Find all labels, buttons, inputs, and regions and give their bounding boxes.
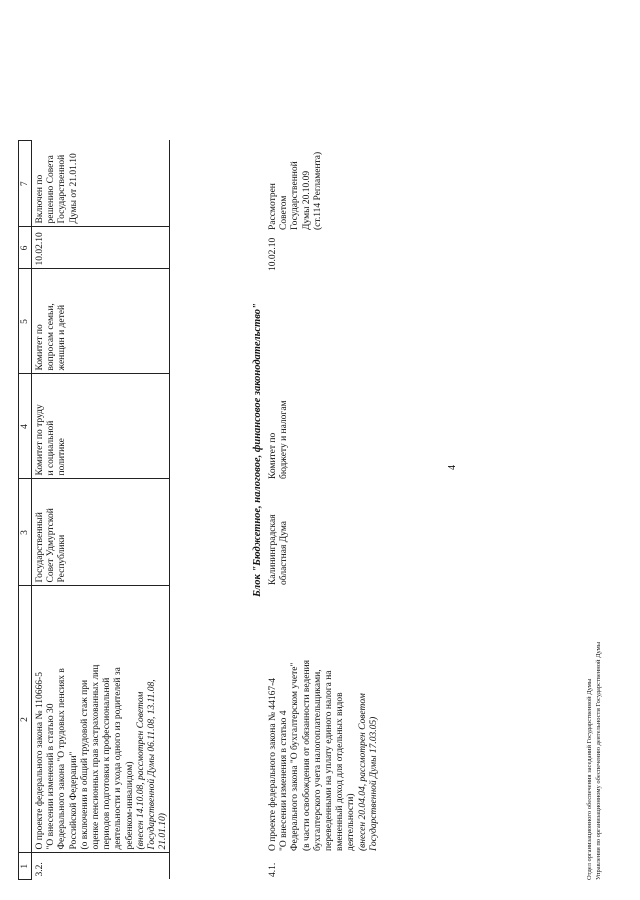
committee-line: политике [57, 438, 68, 476]
status-line: решению Совета [46, 155, 57, 224]
status-line: Государственной [290, 161, 301, 230]
table-header-row [19, 141, 32, 880]
initiator-line: областная Дума [279, 521, 290, 585]
header-col-2: 2 [19, 586, 32, 853]
table-row [32, 141, 170, 880]
status-line: Думы от 21.01.10 [68, 153, 79, 224]
committee-line: Комитет по [268, 432, 278, 479]
desc-line: Российской Федерации" [68, 751, 79, 850]
initiator-line: Государственный [35, 512, 45, 583]
desc-line: бухгалтерского учета налогоплательщиками, [312, 669, 323, 851]
footer-line-1: Отдел организационного обеспечения заседаний Государственной Думы [586, 678, 593, 880]
desc-line: Федерального закона "О бухгалтерском учете" [290, 662, 301, 851]
initiator-line: Республики [57, 534, 68, 583]
co-committee-line: вопросам семьи, [46, 303, 57, 371]
status-line: (ст.114 Регламента) [312, 151, 323, 230]
header-col-7: 7 [19, 141, 32, 228]
desc-line: О проекте федерального закона № 110666-5 [35, 672, 45, 850]
status-line: Включен по [35, 174, 45, 224]
note-line: (внесен 14.10.08, рассмотрен Советом [135, 691, 146, 850]
row-date: 10.02.10 [268, 237, 278, 271]
status-line: Государственной [57, 154, 68, 224]
co-committee-line: Комитет по [35, 324, 45, 371]
row-co-committee [32, 269, 170, 374]
row-initiator [32, 479, 170, 586]
section-table [268, 147, 380, 880]
table-row [268, 147, 380, 880]
initiator-line: Калининградская [268, 514, 278, 585]
desc-line: вмененный доход для отдельных видов [335, 692, 346, 851]
desc-line: оценке пенсионных прав застрахованных лиц [91, 664, 102, 850]
row-status [268, 147, 380, 233]
status-line: Рассмотрен Советом [268, 183, 290, 230]
desc-line: (о включении в общий трудовой стаж при [79, 679, 90, 850]
note-line: Государственной Думы 17.03.05) [368, 716, 379, 851]
note-line: Государственной Думы 06.11.08, 13.11.08, [147, 679, 158, 850]
desc-line: деятельности и ухода одного из родителей за [113, 667, 124, 850]
row-committee [268, 378, 380, 482]
co-committee-line: женщин и детей [57, 304, 68, 371]
note-line: (внесен 20.04.04, рассмотрен Советом [357, 693, 368, 851]
desc-line: (в части освобождения от обязанности ведения [301, 659, 312, 851]
row-initiator [268, 482, 380, 588]
page-number: 4 [447, 465, 458, 470]
header-col-5: 5 [19, 269, 32, 374]
row-date: 10.02.10 [32, 227, 170, 269]
header-col-6: 6 [19, 227, 32, 269]
footer-line-2: Управления по организационному обеспечению деятельности Государственной Думы [594, 641, 602, 880]
row-committee [32, 374, 170, 479]
desc-line: "О внесении изменений в статью 30 [46, 703, 57, 850]
agenda-table [18, 140, 170, 880]
desc-line: периодов подготовки к профессиональной [102, 677, 113, 850]
committee-line: и социальной [46, 420, 57, 476]
desc-line: деятельности) [346, 793, 357, 851]
initiator-line: Совет Удмуртской [46, 508, 57, 583]
row-number: 4.1. [268, 862, 278, 877]
row-co-committee-empty [268, 274, 380, 378]
desc-line: О проекте федерального закона № 44167-4 [268, 677, 278, 851]
row-status [32, 141, 170, 228]
status-line: Думы 20.10.09 [301, 170, 312, 230]
committee-line: Комитет по труду [35, 404, 45, 476]
footer [586, 642, 604, 880]
desc-line: Федерального закона "О трудовых пенсиях в [57, 668, 68, 850]
note-line: 21.01.10) [158, 813, 169, 850]
desc-line: ребенком-инвалидом) [124, 761, 135, 850]
row-description [32, 586, 170, 853]
header-col-4: 4 [19, 374, 32, 479]
header-col-3: 3 [19, 479, 32, 586]
row-number: 3.2. [32, 853, 170, 880]
section-title: Блок "Бюджетное, налоговое, финансовое законодательство" [252, 303, 263, 597]
committee-line: бюджету и налогам [279, 400, 290, 479]
row-description [268, 588, 380, 854]
header-col-1: 1 [19, 853, 32, 880]
desc-line: "О внесении изменения в статью 4 [279, 710, 290, 851]
desc-line: переведенными на уплату единого налога на [324, 670, 335, 851]
